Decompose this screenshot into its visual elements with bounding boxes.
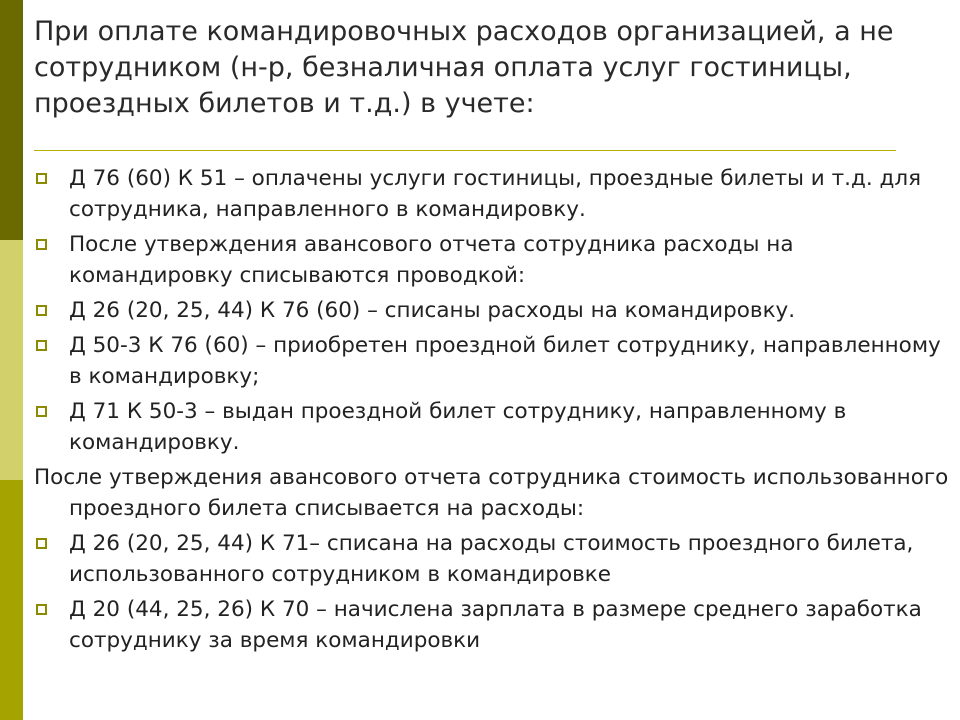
list-item [34, 229, 950, 291]
list-item-text: Д 26 (20, 25, 44) К 71– списана на расходы стоимость проездного билета, использованного сотрудником в командировке [69, 531, 914, 587]
list-item [34, 163, 950, 225]
square-bullet-icon [36, 538, 47, 549]
list-item-text: Д 50-3 К 76 (60) – приобретен проездной билет сотруднику, направленному в командировку; [69, 333, 941, 389]
paragraph-text: После утверждения авансового отчета сотрудника стоимость использованного проездного билета списывается на расходы: [34, 465, 949, 521]
title-divider [34, 150, 896, 151]
decor-band-bottom [0, 480, 23, 720]
list-item-text: Д 71 К 50-3 – выдан проездной билет сотруднику, направленному в командировку. [69, 399, 847, 455]
decor-band-top [0, 0, 23, 240]
square-bullet-icon [36, 173, 47, 184]
list-item-text: Д 76 (60) К 51 – оплачены услуги гостиницы, проездные билеты и т.д. для сотрудника, направленного в командировку. [69, 166, 922, 222]
decor-band-middle [0, 240, 23, 480]
square-bullet-icon [36, 406, 47, 417]
slide-title: При оплате командировочных расходов организацией, а не сотрудником (н-р, безналичная оплата услуг гостиницы, проездных билетов и т.д.) в учете: [34, 16, 894, 119]
plain-paragraph [34, 462, 950, 524]
slide-content [34, 163, 950, 660]
list-item [34, 330, 950, 392]
square-bullet-icon [36, 305, 47, 316]
list-item-text: Д 26 (20, 25, 44) К 76 (60) – списаны расходы на командировку. [69, 298, 796, 323]
list-item [34, 528, 950, 590]
list-item [34, 396, 950, 458]
list-item-text: После утверждения авансового отчета сотрудника расходы на командировку списываются проводкой: [69, 232, 794, 288]
square-bullet-icon [36, 604, 47, 615]
square-bullet-icon [36, 340, 47, 351]
list-item [34, 594, 950, 656]
square-bullet-icon [36, 239, 47, 250]
list-item-text: Д 20 (44, 25, 26) К 70 – начислена зарплата в размере среднего заработка сотруднику за время командировки [69, 597, 922, 653]
list-item [34, 295, 950, 326]
